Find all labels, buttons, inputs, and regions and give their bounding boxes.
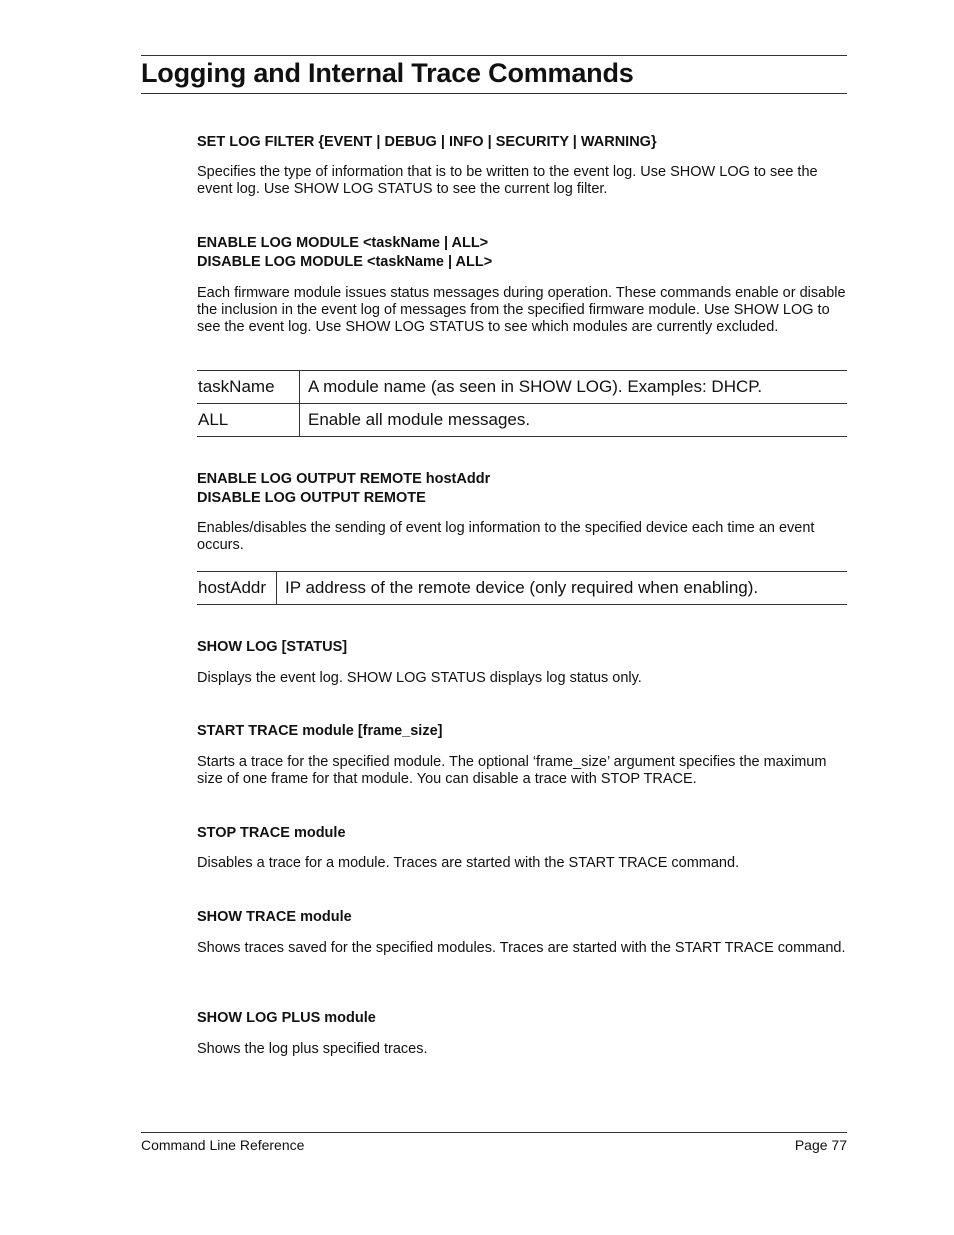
command-heading: DISABLE LOG OUTPUT REMOTE <box>197 490 426 506</box>
parameter-table <box>197 370 847 437</box>
table-row <box>197 371 847 404</box>
command-description: Disables a trace for a module. Traces are started with the START TRACE command. <box>197 855 740 871</box>
command-heading: ENABLE LOG MODULE <taskName | ALL> <box>197 235 489 251</box>
command-description: Starts a trace for the specified module. The optional ‘frame_size’ argument specifies the maximum size of one frame for that module. You can disable a trace with STOP TRACE. <box>197 754 827 787</box>
command-description: Enables/disables the sending of event log information to the specified device each time an event occurs. <box>197 520 815 553</box>
param-description: A module name (as seen in SHOW LOG). Examples: DHCP. <box>300 371 848 404</box>
command-description: Displays the event log. SHOW LOG STATUS displays log status only. <box>197 670 642 686</box>
table-row <box>197 572 847 605</box>
parameter-table <box>197 571 847 605</box>
command-heading: START TRACE module [frame_size] <box>197 723 443 739</box>
param-name: taskName <box>197 371 300 404</box>
command-heading: STOP TRACE module <box>197 825 346 841</box>
command-heading: SHOW LOG [STATUS] <box>197 639 348 655</box>
param-name: hostAddr <box>197 572 277 605</box>
command-description: Shows the log plus specified traces. <box>197 1041 428 1057</box>
footer-title: Command Line Reference <box>141 1137 305 1153</box>
command-heading: ENABLE LOG OUTPUT REMOTE hostAddr <box>197 471 491 487</box>
command-heading: DISABLE LOG MODULE <taskName | ALL> <box>197 254 493 270</box>
table-row <box>197 404 847 437</box>
param-description: Enable all module messages. <box>300 404 848 437</box>
command-description: Each firmware module issues status messages during operation. These commands enable or disable the inclusion in the event log of messages from the specified firmware module. Use SHOW LOG to see the event log. Use SHOW LOG STATUS to see which modules are currently excluded. <box>197 285 846 335</box>
param-description: IP address of the remote device (only required when enabling). <box>277 572 848 605</box>
page-number: Page 77 <box>794 1137 847 1153</box>
page-title: Logging and Internal Trace Commands <box>141 58 634 88</box>
command-description: Shows traces saved for the specified modules. Traces are started with the START TRACE command. <box>197 940 846 956</box>
footer-rule <box>141 1132 847 1133</box>
command-description: Specifies the type of information that is to be written to the event log. Use SHOW LOG to see the event log. Use SHOW LOG STATUS to see the current log filter. <box>197 164 818 197</box>
header-bottom-rule <box>141 93 847 94</box>
command-heading: SHOW TRACE module <box>197 909 352 925</box>
command-heading: SET LOG FILTER {EVENT | DEBUG | INFO | SECURITY | WARNING} <box>197 134 657 150</box>
command-heading: SHOW LOG PLUS module <box>197 1010 376 1026</box>
param-name: ALL <box>197 404 300 437</box>
